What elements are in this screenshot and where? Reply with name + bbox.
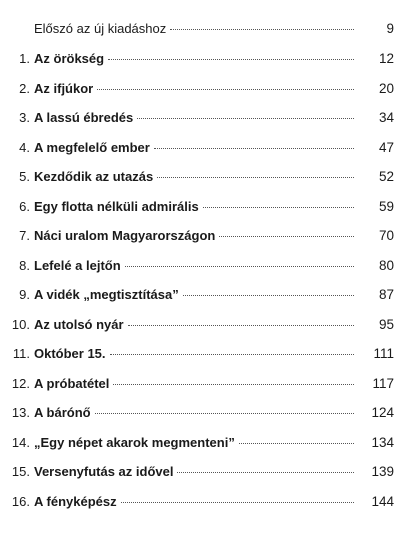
toc-entry-number: 11. [12, 346, 30, 361]
toc-entry-5 [0, 166, 412, 188]
dot-leader [157, 176, 354, 178]
toc-entry-number: 15. [11, 464, 30, 479]
toc-entry-number: 1. [19, 51, 30, 66]
dot-leader [239, 442, 354, 444]
toc-entry-title: A vidék „megtisztítása” [34, 287, 179, 302]
toc-entry-number: 4. [19, 140, 30, 155]
toc-entry-page: 124 [371, 405, 394, 420]
toc-entry-page: 134 [371, 435, 394, 450]
toc-entry-title: Egy flotta nélküli admirális [34, 199, 199, 214]
toc-entry-page: 59 [378, 199, 394, 214]
toc-entry-page: 47 [378, 140, 394, 155]
toc-entry-title: Az ifjúkor [34, 81, 94, 96]
toc-entry-page: 111 [373, 346, 394, 361]
toc-entry-page: 87 [378, 287, 394, 302]
dot-leader [121, 501, 354, 503]
toc-entry-8 [0, 255, 412, 277]
toc-entry-title: Náci uralom Magyarországon [34, 228, 216, 243]
toc-entry-7 [0, 225, 412, 247]
toc-entry-11 [0, 343, 412, 365]
toc-entry-page: 80 [378, 258, 394, 273]
dot-leader [183, 294, 354, 296]
toc-entry-title: A bárónő [34, 405, 91, 420]
dot-leader [128, 324, 354, 326]
toc-entry-title: Előszó az új kiadáshoz [34, 21, 167, 36]
toc-entry-number: 6. [19, 199, 30, 214]
toc-entry-6 [0, 196, 412, 218]
toc-entry-page: 70 [378, 228, 394, 243]
toc-entry-4 [0, 137, 412, 159]
dot-leader [154, 147, 354, 149]
toc-entry-number: 5. [19, 169, 30, 184]
dot-leader [95, 412, 354, 414]
toc-entry-number: 8. [19, 258, 30, 273]
toc-entry-number: 13. [11, 405, 30, 420]
toc-entry-title: Október 15. [34, 346, 106, 361]
toc-entry-page: 34 [378, 110, 394, 125]
toc-entry-13 [0, 402, 412, 424]
toc-entry-2 [0, 78, 412, 100]
toc-entry-page: 52 [378, 169, 394, 184]
toc-entry-number: 7. [19, 228, 30, 243]
toc-entry-14 [0, 432, 412, 454]
dot-leader [177, 471, 354, 473]
toc-entry-page: 20 [378, 81, 394, 96]
toc-entry-number: 10. [11, 317, 30, 332]
dot-leader [137, 117, 354, 119]
toc-entry-15 [0, 461, 412, 483]
toc-entry-title: „Egy népet akarok megmenteni” [34, 435, 235, 450]
toc-entry-number: 14. [11, 435, 30, 450]
toc-entry-number: 2. [19, 81, 30, 96]
dot-leader [113, 383, 354, 385]
toc-entry-number: 3. [19, 110, 30, 125]
toc-entry-title: Lefelé a lejtőn [34, 258, 121, 273]
toc-entry-page: 117 [372, 376, 394, 391]
toc-entry-number: 9. [19, 287, 30, 302]
toc-entry-page: 139 [371, 464, 394, 479]
toc-entry-10 [0, 314, 412, 336]
toc-entry-number: 16. [11, 494, 30, 509]
dot-leader [125, 265, 354, 267]
toc-entry-title: A próbatétel [34, 376, 110, 391]
toc-entry-page: 9 [386, 21, 394, 36]
toc-entry-title: Kezdődik az utazás [34, 169, 154, 184]
toc-entry-title: Az utolsó nyár [34, 317, 124, 332]
toc-entry-title: A megfelelő ember [34, 140, 150, 155]
dot-leader [110, 353, 354, 355]
toc-entry-preface [0, 18, 412, 40]
toc-entry-9 [0, 284, 412, 306]
toc-entry-12 [0, 373, 412, 395]
toc-entry-title: A fényképész [34, 494, 117, 509]
dot-leader [170, 28, 354, 30]
toc-entry-title: Versenyfutás az idővel [34, 464, 174, 479]
toc-entry-page: 12 [378, 51, 394, 66]
toc-entry-1 [0, 48, 412, 70]
dot-leader [203, 206, 354, 208]
toc-entry-3 [0, 107, 412, 129]
dot-leader [97, 88, 354, 90]
toc-entry-16 [0, 491, 412, 513]
toc-entry-title: Az örökség [34, 51, 105, 66]
dot-leader [219, 235, 354, 237]
toc-entry-title: A lassú ébredés [34, 110, 134, 125]
toc-entry-page: 95 [378, 317, 394, 332]
toc-entry-number: 12. [11, 376, 30, 391]
dot-leader [108, 58, 354, 60]
toc-entry-page: 144 [371, 494, 394, 509]
